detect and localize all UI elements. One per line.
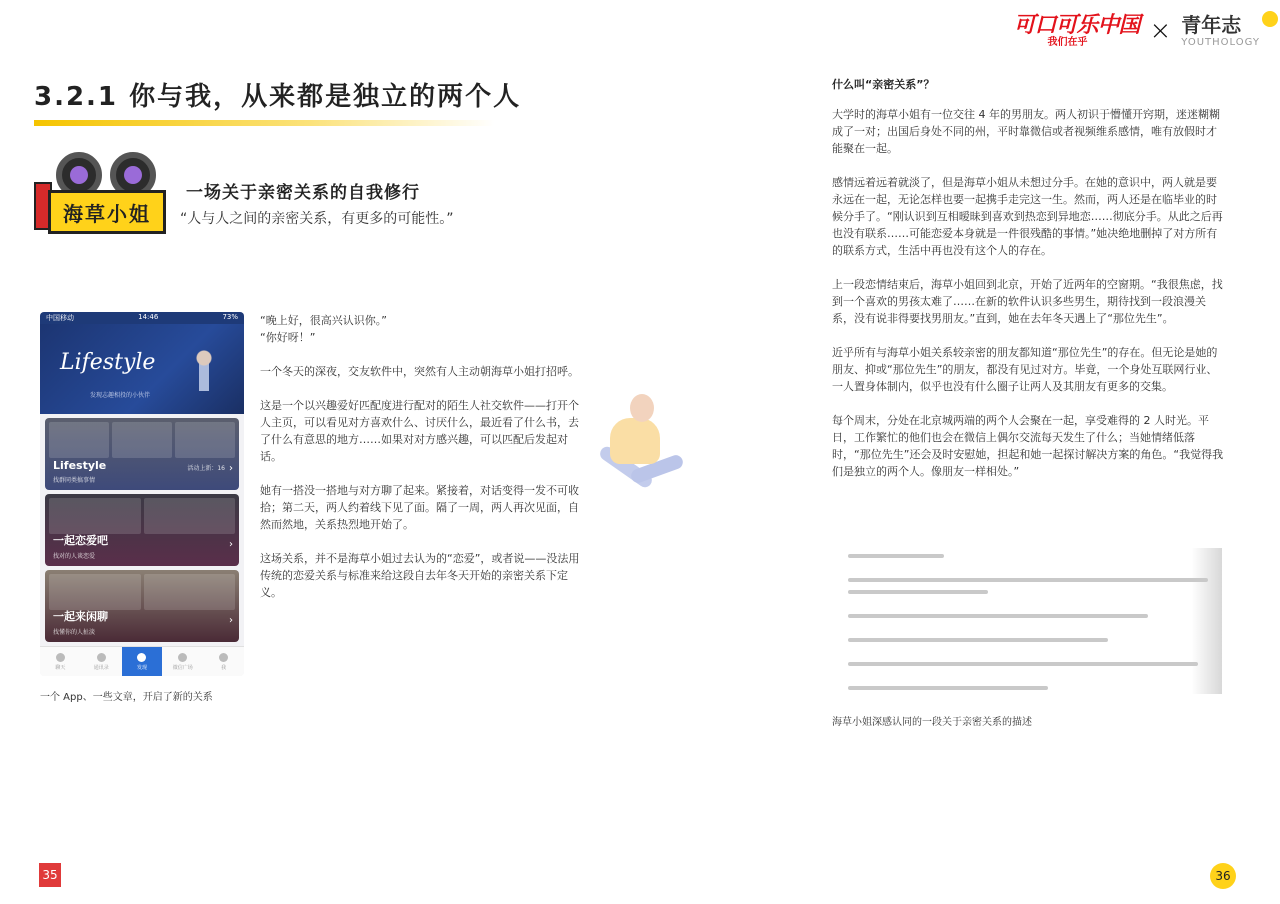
page-number-right: 36 — [1210, 863, 1236, 889]
card-thumbnails — [49, 422, 235, 458]
story-paragraph: “你好呀！” — [260, 331, 316, 344]
youthology-logo-cn: 青年志 — [1181, 12, 1242, 37]
card-desc: 找对的人谈恋爱 — [53, 553, 96, 560]
phone-status-bar — [40, 312, 244, 324]
card-title: Lifestyle — [53, 459, 107, 472]
story-paragraph: 这场关系，并不是海草小姐过去认为的“恋爱”，或者说——没法用传统的恋爱关系与标准来给这段自去年冬天开始的亲密关系下定义。 — [260, 552, 580, 599]
tab-chat: 聊天 — [40, 647, 81, 676]
story-paragraph: 一个冬天的深夜，交友软件中，突然有人主动朝海草小姐打招呼。 — [260, 365, 579, 378]
sun-icon — [178, 653, 187, 662]
body-paragraph: 感情远着远着就淡了，但是海草小姐从未想过分手。在她的意识中，两人就是要永远在一起，无论怎样也要一起携手走完这一生。然而，两人还是在临毕业的时候分手了。“刚认识到互相暧昧到喜欢到热恋到异地恋……彻底分手。从此之后再也没有联系……可能恋爱本身就是一件很残酷的事情。”她决绝地删掉了对方所有的联系方式，生活中再也没有这个人的存在。 — [832, 176, 1223, 257]
right-body-text — [832, 106, 1224, 497]
app-screenshot — [40, 312, 244, 676]
chevron-right-icon: › — [229, 615, 233, 626]
body-paragraph: 每个周末，分处在北京城两端的两个人会聚在一起，享受难得的 2 人时光。平日，工作繁忙的他们也会在微信上偶尔交流每天发生了什么；当她情绪低落时，“那位先生”还会及时安慰她，担起和她一起探讨解决方案的角色。“我觉得我们是独立的两个人。像朋友一样相处。” — [832, 414, 1224, 478]
youthology-logo-en: YOUTHOLOGY — [1181, 36, 1260, 48]
right-heading: 什么叫“亲密关系”？ — [832, 78, 935, 91]
card-title: 一起恋爱吧 — [53, 534, 108, 547]
youthology-logo — [1181, 12, 1260, 48]
coca-cola-logo — [1013, 14, 1139, 48]
body-paragraph: 近乎所有与海草小姐关系较亲密的朋友都知道“那位先生”的存在。但无论是她的朋友、抑或“那位先生”的朋友，都没有见过对方。毕竟，一个身处互联网行业、一人置身体制内，似乎也没有什么圈子让两人及其朋友有更多的交集。 — [832, 346, 1218, 393]
section-title: 3.2.1 你与我，从来都是独立的两个人 — [34, 82, 522, 112]
app-card-chat — [45, 570, 239, 642]
chat-icon — [56, 653, 65, 662]
hero-subtitle: 发现志趣相投的小伙伴 — [90, 392, 151, 399]
story-paragraph: 她有一搭没一搭地与对方聊了起来。紧接着，对话变得一发不可收拾；第二天，两人约着线下见了面。隔了一周，两人再次见面，自然而然地，关系热烈地开始了。 — [260, 484, 579, 531]
card-title: 一起来闲聊 — [53, 610, 108, 623]
story-paragraph: 这是一个以兴趣爱好匹配度进行配对的陌生人社交软件——打开个人主页，可以看见对方喜欢什么、讨厌什么，最近看了什么书，去了什么有意思的地方……如果对对方感兴趣，可以匹配后发起对话。 — [260, 399, 579, 463]
chapter-subtitle: 一场关于亲密关系的自我修行 — [186, 183, 420, 203]
running-person-illustration — [580, 390, 700, 520]
chapter-quote: “人与人之间的亲密关系，有更多的可能性。” — [180, 211, 454, 227]
card-meta: 活动上新：16 — [187, 465, 225, 472]
card-thumbnails — [49, 574, 235, 610]
brand-separator: × — [1149, 16, 1172, 46]
title-underline — [34, 120, 494, 126]
sun-icon — [1262, 11, 1278, 27]
scanned-image-caption: 海草小姐深感认同的一段关于亲密关系的描述 — [832, 717, 1032, 728]
page-number-left: 35 — [39, 863, 61, 887]
card-thumbnails — [49, 498, 235, 534]
badge-label: 海草小姐 — [48, 190, 166, 234]
status-time: 14:46 — [138, 313, 159, 321]
hero-title: Lifestyle — [60, 350, 156, 375]
tab-discover: 发现 — [122, 647, 163, 676]
story-text — [260, 312, 584, 618]
body-paragraph: 大学时的海草小姐有一位交往 4 年的男朋友。两人初识于懵懂开窍期，迷迷糊糊成了一对；出国后身处不同的州，平时靠微信或者视频维系感情，唯有放假时才能聚在一起。 — [832, 108, 1220, 155]
runner-illustration — [184, 340, 224, 400]
brand-header — [1013, 14, 1260, 48]
carrier-label: 中国移动 — [46, 314, 74, 322]
coca-cola-logo-text: 可口可乐中国 — [1013, 12, 1140, 38]
tab-contacts: 通讯录 — [81, 647, 122, 676]
app-screenshot-caption: 一个 App、一些文章，开启了新的关系 — [40, 692, 213, 703]
card-desc: 找懂你的人扯淡 — [53, 629, 96, 636]
tab-me: 我 — [203, 647, 244, 676]
scanned-text-image — [840, 548, 1222, 694]
battery-label: 73% — [222, 313, 238, 321]
chevron-right-icon: › — [229, 463, 233, 474]
user-icon — [219, 653, 228, 662]
app-card-lifestyle — [45, 418, 239, 490]
contacts-icon — [97, 653, 106, 662]
persona-badge — [34, 152, 166, 236]
story-paragraph: “晚上好，很高兴认识你。” — [260, 314, 387, 327]
chevron-right-icon: › — [229, 539, 233, 550]
tab-square: 微信广场 — [162, 647, 203, 676]
app-hero-banner — [40, 324, 244, 414]
phone-tab-bar — [40, 646, 244, 676]
card-desc: 找群同类搞事情 — [53, 477, 96, 484]
compass-icon — [137, 653, 146, 662]
app-card-dating — [45, 494, 239, 566]
coca-cola-logo-subtext: 我们在乎 — [1047, 37, 1088, 48]
body-paragraph: 上一段恋情结束后，海草小姐回到北京，开始了近两年的空窗期。“我很焦虑，找到一个喜欢的男孩太难了……在新的软件认识多些男生，期待找到一段浪漫关系，没有说非得要找男朋友。”直到，她在去年冬天遇上了“那位先生”。 — [832, 278, 1223, 325]
